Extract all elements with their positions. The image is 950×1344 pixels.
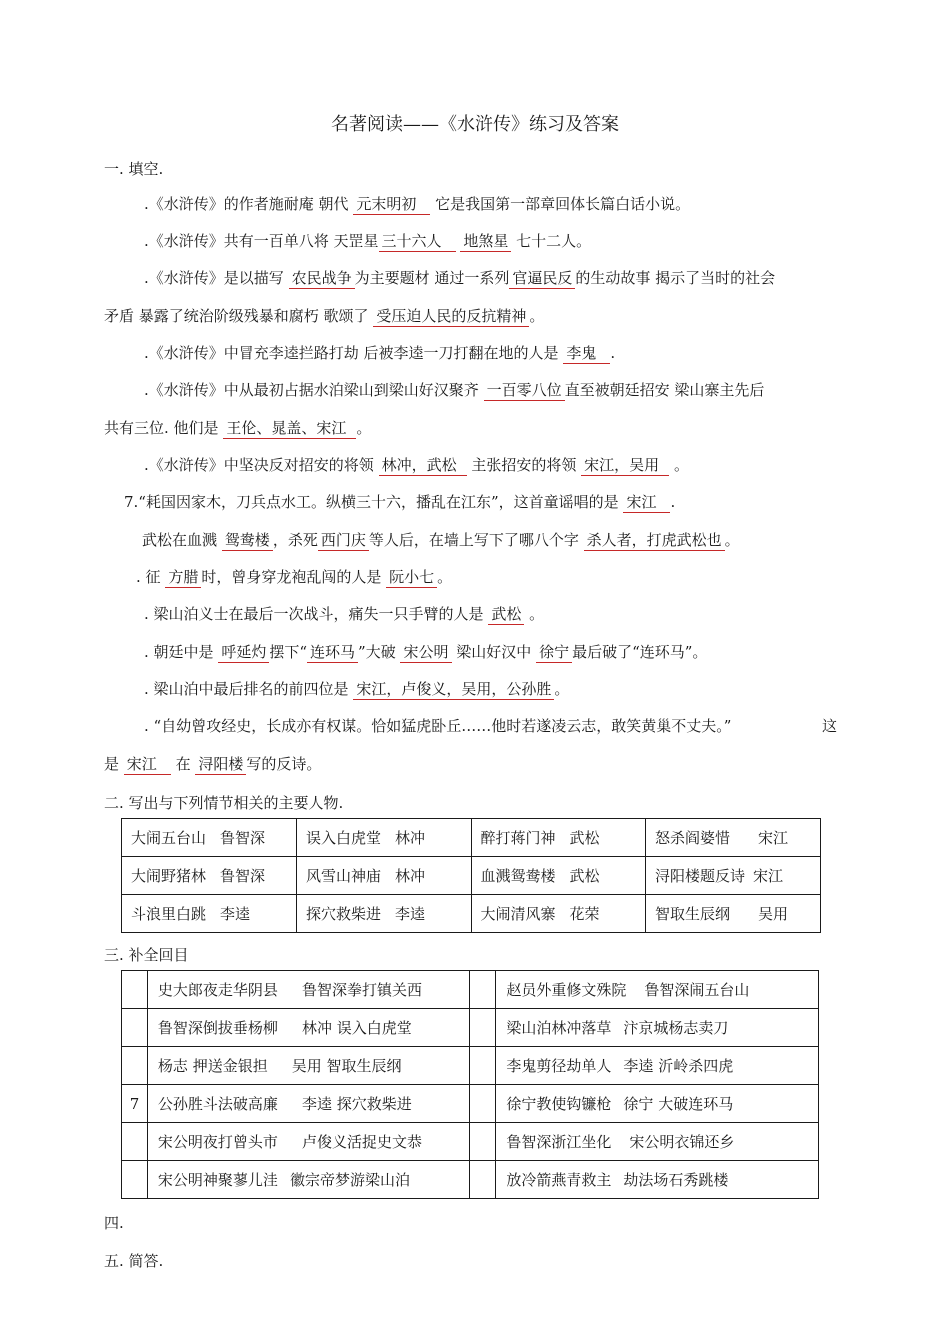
answer: 三十六人 xyxy=(379,232,456,252)
answer: 王伦、晁盖、宋江 xyxy=(223,419,356,439)
row-number xyxy=(122,1123,148,1161)
chapter-title: 徐宁教使钩镰枪 徐宁 大破连环马 xyxy=(496,1085,819,1123)
table-cell: 风雪山神庙 林冲 xyxy=(296,857,471,895)
answer: 鸳鸯楼 xyxy=(222,531,273,551)
answer: 武松 xyxy=(488,605,524,625)
answer: 浔阳楼 xyxy=(195,755,246,775)
table-row xyxy=(122,1085,819,1123)
answer: 李鬼 xyxy=(563,344,610,364)
table-cell: 大闹清风寨 花荣 xyxy=(471,895,646,933)
table-row xyxy=(122,971,819,1009)
row-number xyxy=(122,1009,148,1047)
question-5-cont: 共有三位. 他们是 王伦、晁盖、宋江 。 xyxy=(104,419,372,437)
chapter-title: 宋公明神聚蓼儿洼 徽宗帝梦游梁山泊 xyxy=(147,1161,470,1199)
answer: 林冲，武松 xyxy=(379,456,467,476)
answer: 阮小七 xyxy=(386,568,437,588)
table-row xyxy=(122,857,821,895)
question-6: .《水浒传》中坚决反对招安的将领 林冲，武松 主张招安的将领 宋江，吴用 。 xyxy=(144,456,689,474)
section-4-heading: 四. xyxy=(104,1214,124,1232)
answer: 宋公明 xyxy=(400,643,451,663)
row-number xyxy=(470,971,496,1009)
table-cell: 血溅鸳鸯楼 武松 xyxy=(471,857,646,895)
question-11: . 朝廷中是 呼延灼 摆下“ 连环马 ”大破 宋公明 梁山好汉中 徐宁 最后破了“连环马”。 xyxy=(144,643,708,661)
section-5-heading: 五. 简答. xyxy=(104,1252,164,1270)
table-row xyxy=(122,1047,819,1085)
answer: 官逼民反 xyxy=(509,269,575,289)
answer: 元末明初 xyxy=(353,195,430,215)
answer: 宋江，卢俊义，吴用，公孙胜 xyxy=(353,680,554,700)
table-cell: 智取生辰纲 吴用 xyxy=(646,895,821,933)
chapter-title: 鲁智深倒拔垂杨柳 林冲 误入白虎堂 xyxy=(147,1009,470,1047)
chapter-title: 鲁智深浙江坐化 宋公明衣锦还乡 xyxy=(496,1123,819,1161)
table-cell: 怒杀阎婆惜 宋江 xyxy=(646,819,821,857)
chapter-title: 放冷箭燕青救主 劫法场石秀跳楼 xyxy=(496,1161,819,1199)
table-row xyxy=(122,895,821,933)
table-row xyxy=(122,1123,819,1161)
question-2: .《水浒传》共有一百单八将 天罡星 三十六人 地煞星 七十二人。 xyxy=(144,232,592,250)
answer: 宋江，吴用 xyxy=(581,456,669,476)
table-row xyxy=(122,1009,819,1047)
question-13-cont: 是 宋江 在 浔阳楼 写的反诗。 xyxy=(104,755,322,773)
answer: 方腊 xyxy=(165,568,201,588)
question-3-cont: 矛盾 暴露了统治阶级残暴和腐朽 歌颂了 受压迫人民的反抗精神 。 xyxy=(104,307,545,325)
question-13-tail: 这 xyxy=(822,717,838,735)
row-number xyxy=(470,1123,496,1161)
chapter-title: 赵员外重修文殊院 鲁智深闹五台山 xyxy=(496,971,819,1009)
row-number xyxy=(470,1085,496,1123)
table-cell: 斗浪里白跳 李逵 xyxy=(122,895,297,933)
row-number xyxy=(470,1161,496,1199)
character-table xyxy=(121,818,821,933)
table-cell: 误入白虎堂 林冲 xyxy=(296,819,471,857)
chapter-table xyxy=(121,970,819,1199)
chapter-title: 史大郎夜走华阴县 鲁智深拳打镇关西 xyxy=(147,971,470,1009)
question-9: . 征 方腊 时，曾身穿龙袍乱闯的人是 阮小七 。 xyxy=(136,568,453,586)
answer: 地煞星 xyxy=(460,232,511,252)
answer: 农民战争 xyxy=(289,269,355,289)
table-row xyxy=(122,819,821,857)
question-7: 7.“耗国因家木，刀兵点水工。纵横三十六，播乱在江东”，这首童谣唱的是 宋江 . xyxy=(124,493,676,511)
question-8: 武松在血溅 鸳鸯楼 ，杀死 西门庆 等人后，在墙上写下了哪八个字 杀人者，打虎武松也 。 xyxy=(142,531,740,549)
answer: 西门庆 xyxy=(318,531,369,551)
answer: 连环马 xyxy=(307,643,358,663)
section-2-heading: 二. 写出与下列情节相关的主要人物. xyxy=(104,794,344,812)
chapter-title: 李鬼剪径劫单人 李逵 沂岭杀四虎 xyxy=(496,1047,819,1085)
answer: 杀人者，打虎武松也 xyxy=(584,531,725,551)
answer: 宋江 xyxy=(124,755,171,775)
question-5: .《水浒传》中从最初占据水泊梁山到梁山好汉聚齐 一百零八位 直至被朝廷招安 梁山寨主先后 xyxy=(144,381,765,399)
row-number xyxy=(470,1009,496,1047)
answer: 受压迫人民的反抗精神 xyxy=(373,307,529,327)
question-4: .《水浒传》中冒充李逵拦路打劫 后被李逵一刀打翻在地的人是 李鬼 . xyxy=(144,344,616,362)
chapter-title: 宋公明夜打曾头市 卢俊义活捉史文恭 xyxy=(147,1123,470,1161)
answer: 徐宁 xyxy=(536,643,572,663)
row-number xyxy=(122,971,148,1009)
chapter-title: 梁山泊林冲落草 汴京城杨志卖刀 xyxy=(496,1009,819,1047)
section-1-heading: 一. 填空. xyxy=(104,160,164,178)
question-1: .《水浒传》的作者施耐庵 朝代 元末明初 它是我国第一部章回体长篇白话小说。 xyxy=(144,195,691,213)
table-cell: 醉打蒋门神 武松 xyxy=(471,819,646,857)
row-number xyxy=(122,1047,148,1085)
row-number: 7 xyxy=(122,1085,148,1123)
page-title: 名著阅读——《水浒传》练习及答案 xyxy=(331,114,619,135)
chapter-title: 公孙胜斗法破高廉 李逵 探穴救柴进 xyxy=(147,1085,470,1123)
answer: 宋江 xyxy=(623,493,670,513)
question-12: . 梁山泊中最后排名的前四位是 宋江，卢俊义，吴用，公孙胜 。 xyxy=(144,680,570,698)
table-cell: 浔阳楼题反诗 宋江 xyxy=(646,857,821,895)
question-3: .《水浒传》是以描写 农民战争 为主要题材 通过一系列 官逼民反 的生动故事 揭示了当时的社会 xyxy=(144,269,776,287)
answer: 呼延灼 xyxy=(218,643,269,663)
section-3-heading: 三. 补全回目 xyxy=(104,946,189,964)
question-13: . “自幼曾攻经史，长成亦有权谋。恰如猛虎卧丘……他时若遂凌云志，敢笑黄巢不丈夫。” xyxy=(144,717,732,735)
row-number xyxy=(122,1161,148,1199)
table-cell: 大闹五台山 鲁智深 xyxy=(122,819,297,857)
chapter-title: 杨志 押送金银担 吴用 智取生辰纲 xyxy=(147,1047,470,1085)
answer: 一百零八位 xyxy=(484,381,565,401)
table-row xyxy=(122,1161,819,1199)
question-10: . 梁山泊义士在最后一次战斗，痛失一只手臂的人是 武松 。 xyxy=(144,605,545,623)
row-number xyxy=(470,1047,496,1085)
table-cell: 探穴救柴进 李逵 xyxy=(296,895,471,933)
table-cell: 大闹野猪林 鲁智深 xyxy=(122,857,297,895)
